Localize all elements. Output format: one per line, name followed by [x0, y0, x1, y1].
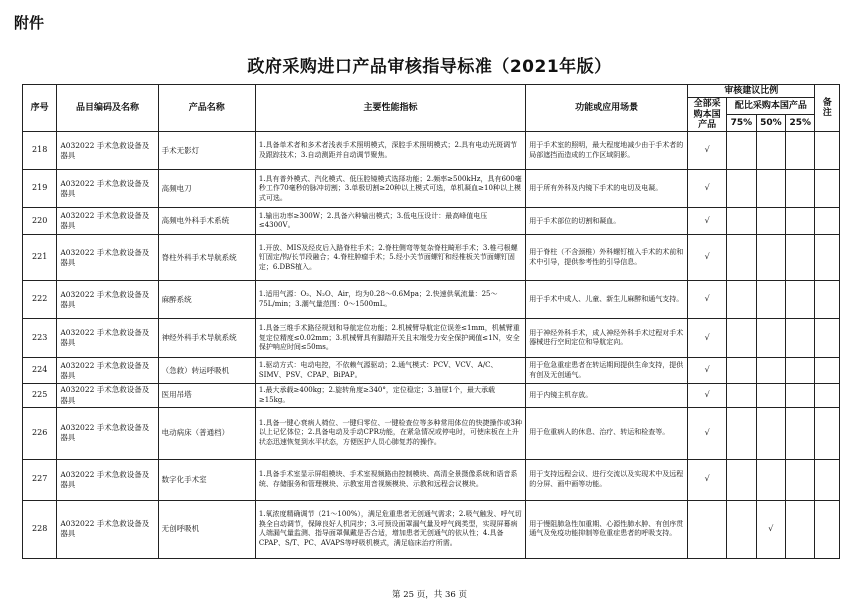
remarks-cell: [815, 132, 840, 170]
seq-cell: 227: [23, 459, 57, 500]
ratio-p25-cell: [786, 132, 815, 170]
performance-cell: 1.具备一键心衰病人椅位、一键归零位、一键检查位等多种常用体位的快捷操作或3种以上记忆体位；2.具备电动及手动CPR功能，在紧急情况或停电时，可使床板在上升状态迅速恢复到水平状态，方便医护人员心肺复苏的操作。: [255, 407, 525, 459]
ratio-p75-cell: [727, 281, 756, 319]
remarks-cell: [815, 319, 840, 358]
ratio-p25-cell: [786, 500, 815, 558]
function-cell: 用于危急重症患者在转运期间提供生命支持，提供有创及无创通气。: [526, 358, 688, 384]
header-ratio-group: 审核建议比例: [688, 85, 815, 98]
header-50: 50%: [756, 115, 785, 132]
performance-cell: 1.具备三维手术路径规划和导航定位功能；2.机械臂导航定位误差≤1mm，机械臂重复定位精度≤0.02mm；3.机械臂具有脚踏开关且末端受力安全保护阈值≤1N，安全保护响应时间≤50ms。: [255, 319, 525, 358]
category-cell: A032022 手术急救设备及器具: [57, 208, 158, 235]
function-cell: 用于慢阻肺急性加重期、心源性肺水肿、有创序贯通气及免疫功能抑制等危重症患者的呼吸支持。: [526, 500, 688, 558]
category-cell: A032022 手术急救设备及器具: [57, 132, 158, 170]
header-category: 品目编码及名称: [57, 85, 158, 132]
seq-cell: 218: [23, 132, 57, 170]
product-cell: 医用吊塔: [158, 384, 255, 407]
performance-cell: 1.开放、MIS及经皮后入路脊柱手术；2.脊柱侧弯等复杂脊柱畸形手术；3.椎弓根螺钉固定/钩/长节段融合；4.脊柱肿瘤手术；5.经小关节面螺钉和经椎板关节面螺钉固定；6.DBS植入。: [255, 235, 525, 281]
remarks-cell: [815, 384, 840, 407]
ratio-p50-cell: [756, 407, 785, 459]
page-footer: 第 25 页，共 36 页: [392, 590, 467, 600]
function-cell: 用于手术中成人、儿童、新生儿麻醉和通气支持。: [526, 281, 688, 319]
table-row: [23, 281, 840, 319]
header-seq: 序号: [23, 85, 57, 132]
seq-cell: 221: [23, 235, 57, 281]
table-row: [23, 358, 840, 384]
header-partial-group: 配比采购本国产品: [727, 98, 815, 115]
ratio-p50-cell: [756, 319, 785, 358]
category-cell: A032022 手术急救设备及器具: [57, 500, 158, 558]
ratio-p25-cell: [786, 319, 815, 358]
performance-cell: 1.适用气源：O₂、N₂O、Air，均为0.28～0.6Mpa；2.快速供氧流量：25～75L/min；3.潮气量范围：0～1500mL。: [255, 281, 525, 319]
ratio-full-cell: [688, 208, 727, 235]
remarks-cell: [815, 358, 840, 384]
header-full-purchase: 全部采购本国产品: [688, 98, 727, 132]
ratio-p50-cell: [756, 208, 785, 235]
category-cell: A032022 手术急救设备及器具: [57, 407, 158, 459]
table-row: [23, 384, 840, 407]
product-cell: （急救）转运呼吸机: [158, 358, 255, 384]
ratio-p75-cell: [727, 208, 756, 235]
seq-cell: 228: [23, 500, 57, 558]
ratio-full-cell: [688, 384, 727, 407]
category-cell: A032022 手术急救设备及器具: [57, 319, 158, 358]
check-mark: √: [704, 332, 710, 342]
ratio-p25-cell: [786, 384, 815, 407]
product-cell: 神经外科手术导航系统: [158, 319, 255, 358]
header-product: 产品名称: [158, 85, 255, 132]
ratio-p75-cell: [727, 132, 756, 170]
table-body: [23, 132, 840, 558]
function-cell: 用于危重病人的休息、治疗、转运和检查等。: [526, 407, 688, 459]
function-cell: 用于手术室的照明，最大程度地减少由于手术者的局部遮挡而造成的工作区域阴影。: [526, 132, 688, 170]
remarks-cell: [815, 170, 840, 208]
check-mark: √: [704, 365, 710, 375]
ratio-full-cell: [688, 459, 727, 500]
function-cell: 用于内镜主机存放。: [526, 384, 688, 407]
attachment-label: 附件: [14, 14, 45, 32]
table-row: [23, 459, 840, 500]
product-cell: 无创呼吸机: [158, 500, 255, 558]
product-cell: 手术无影灯: [158, 132, 255, 170]
remarks-cell: [815, 500, 840, 558]
ratio-p50-cell: [756, 281, 785, 319]
document-title: 政府采购进口产品审核指导标准（2021年版）: [247, 57, 612, 77]
performance-cell: 1.最大承载≥400kg；2.旋转角度≥340°，定位稳定；3.抽屉1个，最大承载≥15kg。: [255, 384, 525, 407]
check-mark: √: [704, 252, 710, 262]
ratio-p50-cell: [756, 132, 785, 170]
ratio-p25-cell: [786, 170, 815, 208]
header-function: 功能或应用场景: [526, 85, 688, 132]
ratio-p75-cell: [727, 170, 756, 208]
ratio-full-cell: [688, 281, 727, 319]
performance-cell: 1.驱动方式：电动电控，不依赖气源驱动；2.通气模式：PCV、VCV、A/C、SIMV、PSV、CPAP、BiPAP。: [255, 358, 525, 384]
ratio-p50-cell: [756, 384, 785, 407]
ratio-full-cell: [688, 319, 727, 358]
check-mark: √: [704, 215, 710, 225]
product-cell: 脊柱外科手术导航系统: [158, 235, 255, 281]
ratio-p25-cell: [786, 208, 815, 235]
ratio-p75-cell: [727, 384, 756, 407]
category-cell: A032022 手术急救设备及器具: [57, 384, 158, 407]
check-mark: √: [704, 427, 710, 437]
category-cell: A032022 手术急救设备及器具: [57, 459, 158, 500]
ratio-full-cell: [688, 407, 727, 459]
remarks-cell: [815, 281, 840, 319]
seq-cell: 225: [23, 384, 57, 407]
remarks-cell: [815, 459, 840, 500]
ratio-p50-cell: [756, 358, 785, 384]
ratio-full-cell: [688, 358, 727, 384]
table-row: [23, 235, 840, 281]
ratio-p25-cell: [786, 358, 815, 384]
check-mark: √: [704, 474, 710, 484]
function-cell: 用于神经外科手术，成人神经外科手术过程对手术器械进行空间定位和导航定向。: [526, 319, 688, 358]
ratio-full-cell: [688, 235, 727, 281]
ratio-p75-cell: [727, 407, 756, 459]
standards-table: [22, 84, 840, 559]
function-cell: 用于支持远程会议、进行交流以及实现术中及远程的分屏、画中画等功能。: [526, 459, 688, 500]
check-mark: √: [704, 294, 710, 304]
check-mark: √: [768, 523, 774, 533]
performance-cell: 1.具备手术室显示屏组模块、手术室视频路由控制模块、高清全景摄像系统和语音系统、存储服务和管理模块、示教室用音视频模块、示教和远程会议模块。: [255, 459, 525, 500]
seq-cell: 219: [23, 170, 57, 208]
product-cell: 麻醉系统: [158, 281, 255, 319]
seq-cell: 223: [23, 319, 57, 358]
function-cell: 用于所有外科及内镜下手术的电切及电凝。: [526, 170, 688, 208]
performance-cell: 1.输出功率≥300W；2.具备六种输出模式；3.低电压设计：最高峰值电压≤4300V。: [255, 208, 525, 235]
remarks-cell: [815, 208, 840, 235]
ratio-p50-cell: [756, 500, 785, 558]
ratio-p25-cell: [786, 281, 815, 319]
ratio-full-cell: [688, 132, 727, 170]
function-cell: 用于脊柱（不含颈椎）外科螺钉植入手术的术前和术中引导，提供参考性的引导信息。: [526, 235, 688, 281]
header-performance: 主要性能指标: [255, 85, 525, 132]
ratio-p50-cell: [756, 459, 785, 500]
seq-cell: 222: [23, 281, 57, 319]
header-75: 75%: [727, 115, 756, 132]
product-cell: 电动病床（普通档）: [158, 407, 255, 459]
check-mark: √: [704, 145, 710, 155]
header-25: 25%: [786, 115, 815, 132]
table-row: [23, 500, 840, 558]
performance-cell: 1.具有普外模式、汽化模式、低压腔镜模式选择功能；2.频率≥500kHz，具有600毫秒工作70毫秒的脉冲切割；3.单极切割≥20种以上模式可选，单机凝血≥10种以上模式可选。: [255, 170, 525, 208]
check-mark: √: [704, 183, 710, 193]
table-row: [23, 132, 840, 170]
category-cell: A032022 手术急救设备及器具: [57, 281, 158, 319]
performance-cell: 1.具备单术者和多术者浅表手术照明模式，深腔手术照明模式；2.具有电动光斑调节及跟踪技术；3.自动测距并自动调节聚焦。: [255, 132, 525, 170]
seq-cell: 224: [23, 358, 57, 384]
table-row: [23, 170, 840, 208]
remarks-cell: [815, 235, 840, 281]
table-row: [23, 208, 840, 235]
remarks-cell: [815, 407, 840, 459]
ratio-p50-cell: [756, 235, 785, 281]
product-cell: 高频电刀: [158, 170, 255, 208]
function-cell: 用于手术部位的切割和凝血。: [526, 208, 688, 235]
ratio-full-cell: [688, 170, 727, 208]
ratio-p25-cell: [786, 407, 815, 459]
ratio-p75-cell: [727, 459, 756, 500]
category-cell: A032022 手术急救设备及器具: [57, 170, 158, 208]
category-cell: A032022 手术急救设备及器具: [57, 235, 158, 281]
category-cell: A032022 手术急救设备及器具: [57, 358, 158, 384]
ratio-p75-cell: [727, 358, 756, 384]
ratio-p25-cell: [786, 459, 815, 500]
seq-cell: 226: [23, 407, 57, 459]
header-remarks: 备注: [815, 85, 840, 132]
ratio-full-cell: [688, 500, 727, 558]
ratio-p25-cell: [786, 235, 815, 281]
performance-cell: 1.氧浓度精确调节（21～100%），满足危重患者无创通气需求；2.吸气触发、呼气切换全自动调节，保障良好人机同步；3.可预设面罩漏气量及呼气阀类型，实现屏幕病人端漏气量监测、指导面罩佩戴是否合适，增加患者无创通气的依从性；4.具备CPAP、S/T、PC、AVAPS等呼吸机模式，满足临床治疗所需。: [255, 500, 525, 558]
ratio-p50-cell: [756, 170, 785, 208]
ratio-p75-cell: [727, 319, 756, 358]
product-cell: 高频电外科手术系统: [158, 208, 255, 235]
table-row: [23, 319, 840, 358]
seq-cell: 220: [23, 208, 57, 235]
check-mark: √: [704, 390, 710, 400]
ratio-p75-cell: [727, 235, 756, 281]
ratio-p75-cell: [727, 500, 756, 558]
table-row: [23, 407, 840, 459]
product-cell: 数字化手术室: [158, 459, 255, 500]
